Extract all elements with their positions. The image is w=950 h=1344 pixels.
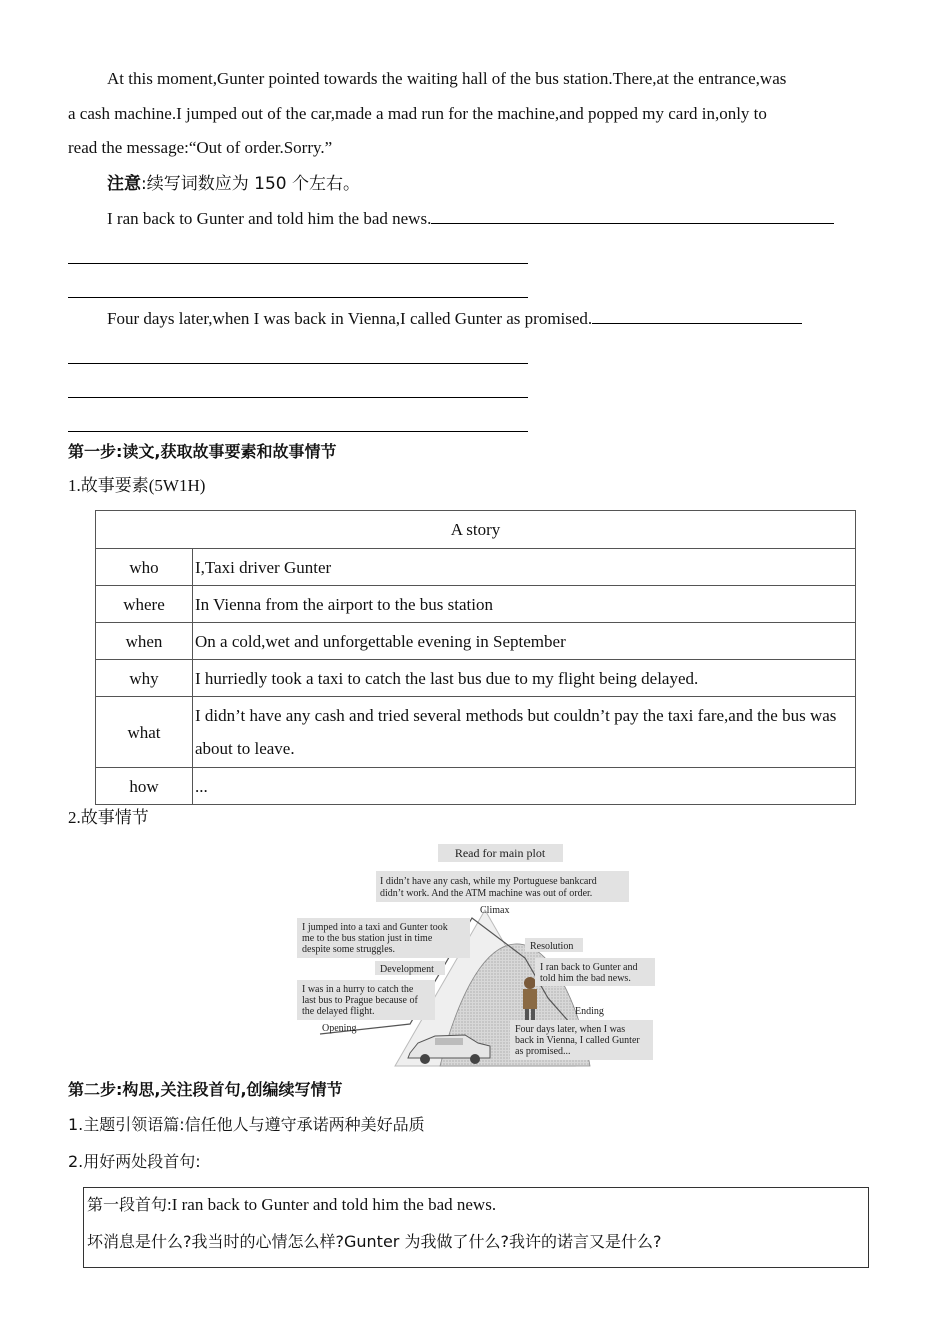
hint-label: 第一段首句 <box>87 1195 168 1214</box>
climax-text: I didn’t have any cash, while my Portuguese bankcard <box>380 876 597 887</box>
table-key: why <box>96 660 193 697</box>
paragraph-hint-box <box>83 1187 869 1268</box>
writing-line[interactable] <box>68 297 528 298</box>
note-text: :续写词数应为 150 个左右。 <box>141 174 360 194</box>
step1-title: 第一步:读文,获取故事要素和故事情节 <box>68 442 337 461</box>
development-label: Development <box>380 964 434 975</box>
para1-start-text: I ran back to Gunter and told him the bad news. <box>107 209 432 228</box>
hint-sentence: :I ran back to Gunter and told him the bad news. <box>167 1195 497 1214</box>
writing-line[interactable] <box>68 397 528 398</box>
table-key: where <box>96 586 193 623</box>
ending-text: as promised... <box>515 1046 571 1057</box>
resolution-text: told him the bad news. <box>540 973 631 984</box>
table-value: I didn’t have any cash and tried several methods but couldn’t pay the taxi fare,and the bus was about to leave. <box>193 697 856 768</box>
opening-label: Opening <box>322 1023 357 1034</box>
table-header: A story <box>96 511 856 549</box>
development-text: I jumped into a taxi and Gunter took <box>302 922 448 933</box>
writing-blank[interactable] <box>592 305 802 324</box>
para2-start-text: Four days later,when I was back in Vienna,I called Gunter as promised. <box>107 309 593 328</box>
writing-line[interactable] <box>68 363 528 364</box>
para2-start <box>107 302 802 336</box>
plot-diagram <box>290 838 660 1068</box>
note-label: 注意 <box>107 174 141 194</box>
ending-text: Four days later, when I was <box>515 1024 626 1035</box>
writing-line[interactable] <box>68 431 528 432</box>
note <box>107 167 360 201</box>
writing-blank[interactable] <box>431 205 834 224</box>
table-key: what <box>96 697 193 768</box>
step1-sub1 <box>68 469 205 503</box>
opening-text: last bus to Prague because of <box>302 995 418 1006</box>
climax-label: Climax <box>480 905 510 916</box>
para1-start <box>107 202 834 236</box>
story-table <box>95 510 856 805</box>
ending-text: back in Vienna, I called Gunter <box>515 1035 640 1046</box>
table-value: In Vienna from the airport to the bus station <box>193 586 856 623</box>
development-text: me to the bus station just in time <box>302 933 433 944</box>
development-text: despite some struggles. <box>302 944 396 955</box>
table-key: when <box>96 623 193 660</box>
passage-line-1: At this moment,Gunter pointed towards the waiting hall of the bus station.There,at the entrance,was <box>107 69 787 88</box>
resolution-label: Resolution <box>530 941 574 952</box>
step1-sub2 <box>68 801 149 835</box>
resolution-text: I ran back to Gunter and <box>540 962 638 973</box>
opening-text: I was in a hurry to catch the <box>302 984 414 995</box>
table-value: I hurriedly took a taxi to catch the last bus due to my flight being delayed. <box>193 660 856 697</box>
climax-text: didn’t work. And the ATM machine was out of order. <box>380 888 593 899</box>
diagram-title: Read for main plot <box>454 846 546 860</box>
step1-sub1-text: 1.故事要素(5W1H) <box>68 476 206 495</box>
hint-first-line <box>87 1188 496 1222</box>
passage-line-3: read the message:“Out of order.Sorry.” <box>68 138 333 157</box>
table-key: who <box>96 549 193 586</box>
table-key: how <box>96 768 193 805</box>
ending-label: Ending <box>575 1006 604 1017</box>
writing-line[interactable] <box>68 263 528 264</box>
step2-title: 第二步:构思,关注段首句,创编续写情节 <box>68 1080 343 1099</box>
table-value: On a cold,wet and unforgettable evening in September <box>193 623 856 660</box>
step2-item2: 2.用好两处段首句: <box>68 1152 201 1171</box>
opening-text: the delayed flight. <box>302 1006 375 1017</box>
table-value: I,Taxi driver Gunter <box>193 549 856 586</box>
passage-line-2: a cash machine.I jumped out of the car,made a mad run for the machine,and popped my card in,only to <box>68 104 767 123</box>
step1-sub2-text: 2.故事情节 <box>68 808 149 827</box>
hint-questions: 坏消息是什么?我当时的心情怎么样?Gunter 为我做了什么?我许的诺言又是什么? <box>87 1232 662 1251</box>
table-value: ... <box>193 768 856 805</box>
step2-item1: 1.主题引领语篇:信任他人与遵守承诺两种美好品质 <box>68 1115 425 1134</box>
